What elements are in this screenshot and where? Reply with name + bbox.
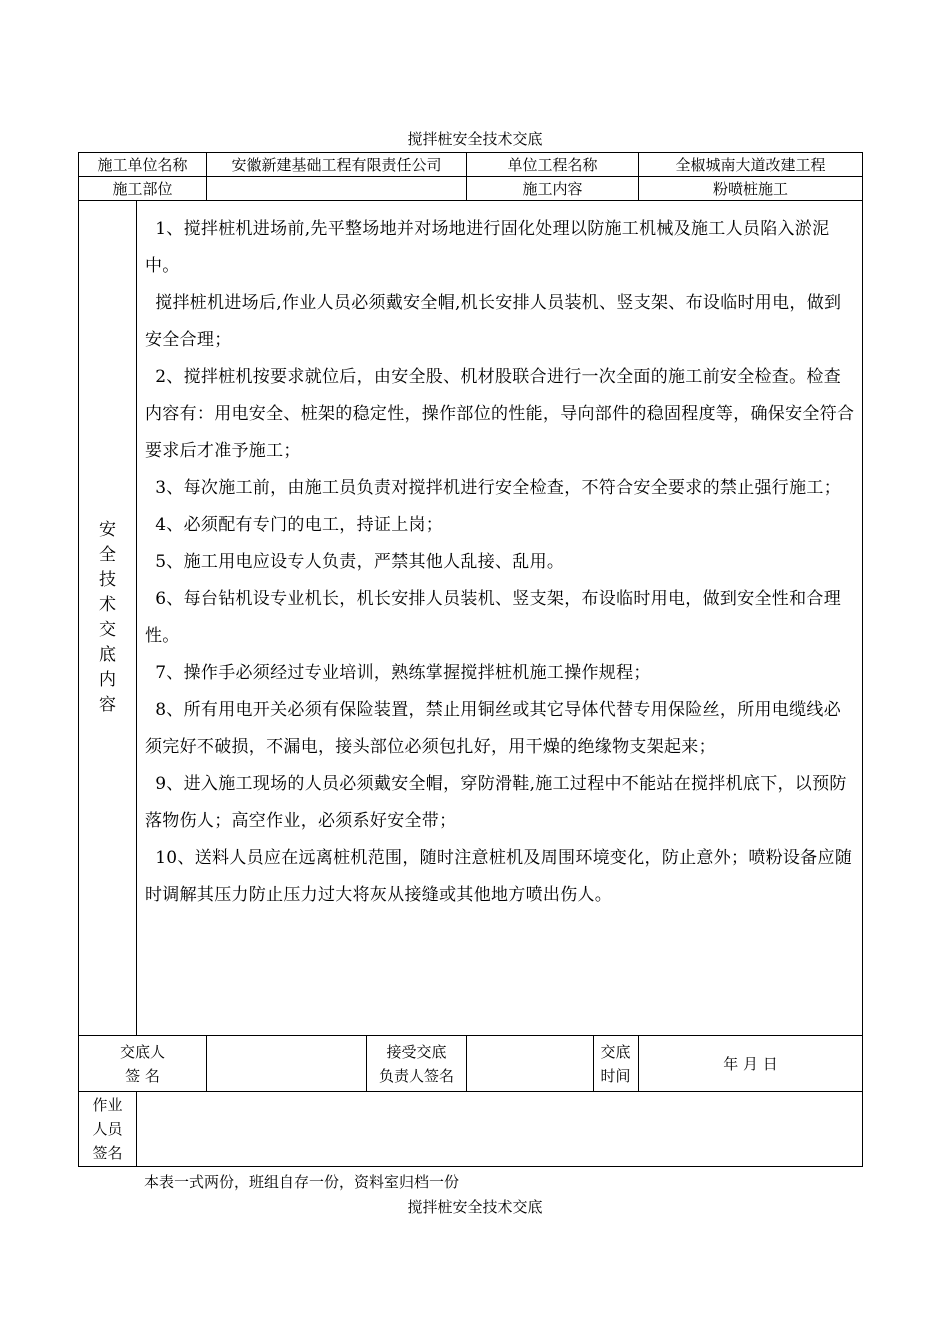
safety-briefing-form	[78, 152, 863, 1167]
briefing-content-cell	[137, 201, 863, 1036]
briefing-paragraph: 搅拌桩机进场后,作业人员必须戴安全帽,机长安排人员装机、竖支架、布设临时用电，做到安全合理；	[145, 293, 842, 350]
giver-signature-label: 交底人 签 名	[79, 1036, 207, 1092]
unit-name-label: 施工单位名称	[79, 153, 207, 177]
time-label: 交底 时间	[600, 1043, 631, 1085]
briefing-paragraph: 9、进入施工现场的人员必须戴安全帽，穿防滑鞋,施工过程中不能站在搅拌机底下，以预防落物伤人；高空作业，必须系好安全带；	[145, 774, 847, 831]
receiver-signature-area[interactable]	[467, 1036, 639, 1092]
next-page-title: 搅拌桩安全技术交底	[407, 1198, 543, 1216]
construction-content-value: 粉喷桩施工	[639, 177, 863, 201]
briefing-paragraph: 3、每次施工前，由施工员负责对搅拌机进行安全检查，不符合安全要求的禁止强行施工；	[155, 478, 842, 498]
header-row-1	[79, 153, 863, 177]
signature-row	[79, 1036, 863, 1092]
briefing-paragraph: 10、送料人员应在远离桩机范围，随时注意桩机及周围环境变化，防止意外；喷粉设备应随时调解其压力防止压力过大将灰从接缝或其他地方喷出伤人。	[145, 848, 853, 905]
briefing-paragraph: 8、所有用电开关必须有保险装置，禁止用铜丝或其它导体代替专用保险丝，所用电缆线必须完好不破损，不漏电，接头部位必须包扎好，用干燥的绝缘物支架起来；	[145, 700, 842, 757]
workers-signature-label: 作业 人员 签名	[79, 1092, 137, 1167]
briefing-paragraph: 4、必须配有专门的电工，持证上岗；	[155, 515, 444, 535]
unit-name-value: 安徽新建基础工程有限责任公司	[207, 153, 467, 177]
header-row-2	[79, 177, 863, 201]
project-name-value: 全椒城南大道改建工程	[639, 153, 863, 177]
construction-part-label: 施工部位	[79, 177, 207, 201]
side-label-char: 内	[99, 670, 116, 690]
side-label-char: 底	[99, 645, 116, 665]
side-label-char: 安	[99, 520, 116, 540]
construction-part-value	[207, 177, 467, 201]
briefing-paragraph: 5、施工用电应设专人负责，严禁其他人乱接、乱用。	[155, 552, 565, 572]
side-label-char: 术	[99, 595, 116, 615]
date-field[interactable]: 年 月 日	[639, 1036, 863, 1092]
giver-signature-field[interactable]	[207, 1036, 367, 1092]
briefing-paragraph: 7、操作手必须经过专业培训，熟练掌握搅拌桩机施工操作规程；	[155, 663, 651, 683]
side-label-char: 全	[99, 545, 116, 565]
document-title: 搅拌桩安全技术交底	[407, 130, 543, 148]
receiver-signature-label: 接受交底 负责人签名	[367, 1036, 467, 1092]
side-label	[79, 518, 136, 718]
project-name-label: 单位工程名称	[467, 153, 639, 177]
briefing-paragraph: 2、搅拌桩机按要求就位后，由安全股、机材股联合进行一次全面的施工前安全检查。检查内容有：用电安全、桩架的稳定性，操作部位的性能，导向部件的稳固程度等，确保安全符合要求后才准予施工；	[145, 367, 855, 461]
content-row	[79, 201, 863, 1036]
side-label-cell	[79, 201, 137, 1036]
briefing-content	[137, 201, 862, 914]
workers-row	[79, 1092, 863, 1167]
briefing-paragraph: 6、每台钻机设专业机长，机长安排人员装机、竖支架，布设临时用电，做到安全性和合理性。	[145, 589, 842, 646]
workers-signature-field[interactable]	[137, 1092, 863, 1167]
briefing-paragraph: 1、搅拌桩机进场前,先平整场地并对场地进行固化处理以防施工机械及施工人员陷入淤泥中。	[145, 219, 830, 276]
side-label-char: 交	[99, 620, 116, 640]
construction-content-label: 施工内容	[467, 177, 639, 201]
side-label-char: 容	[99, 695, 116, 715]
side-label-char: 技	[99, 570, 116, 590]
footer-note: 本表一式两份，班组自存一份，资料室归档一份	[144, 1173, 460, 1191]
